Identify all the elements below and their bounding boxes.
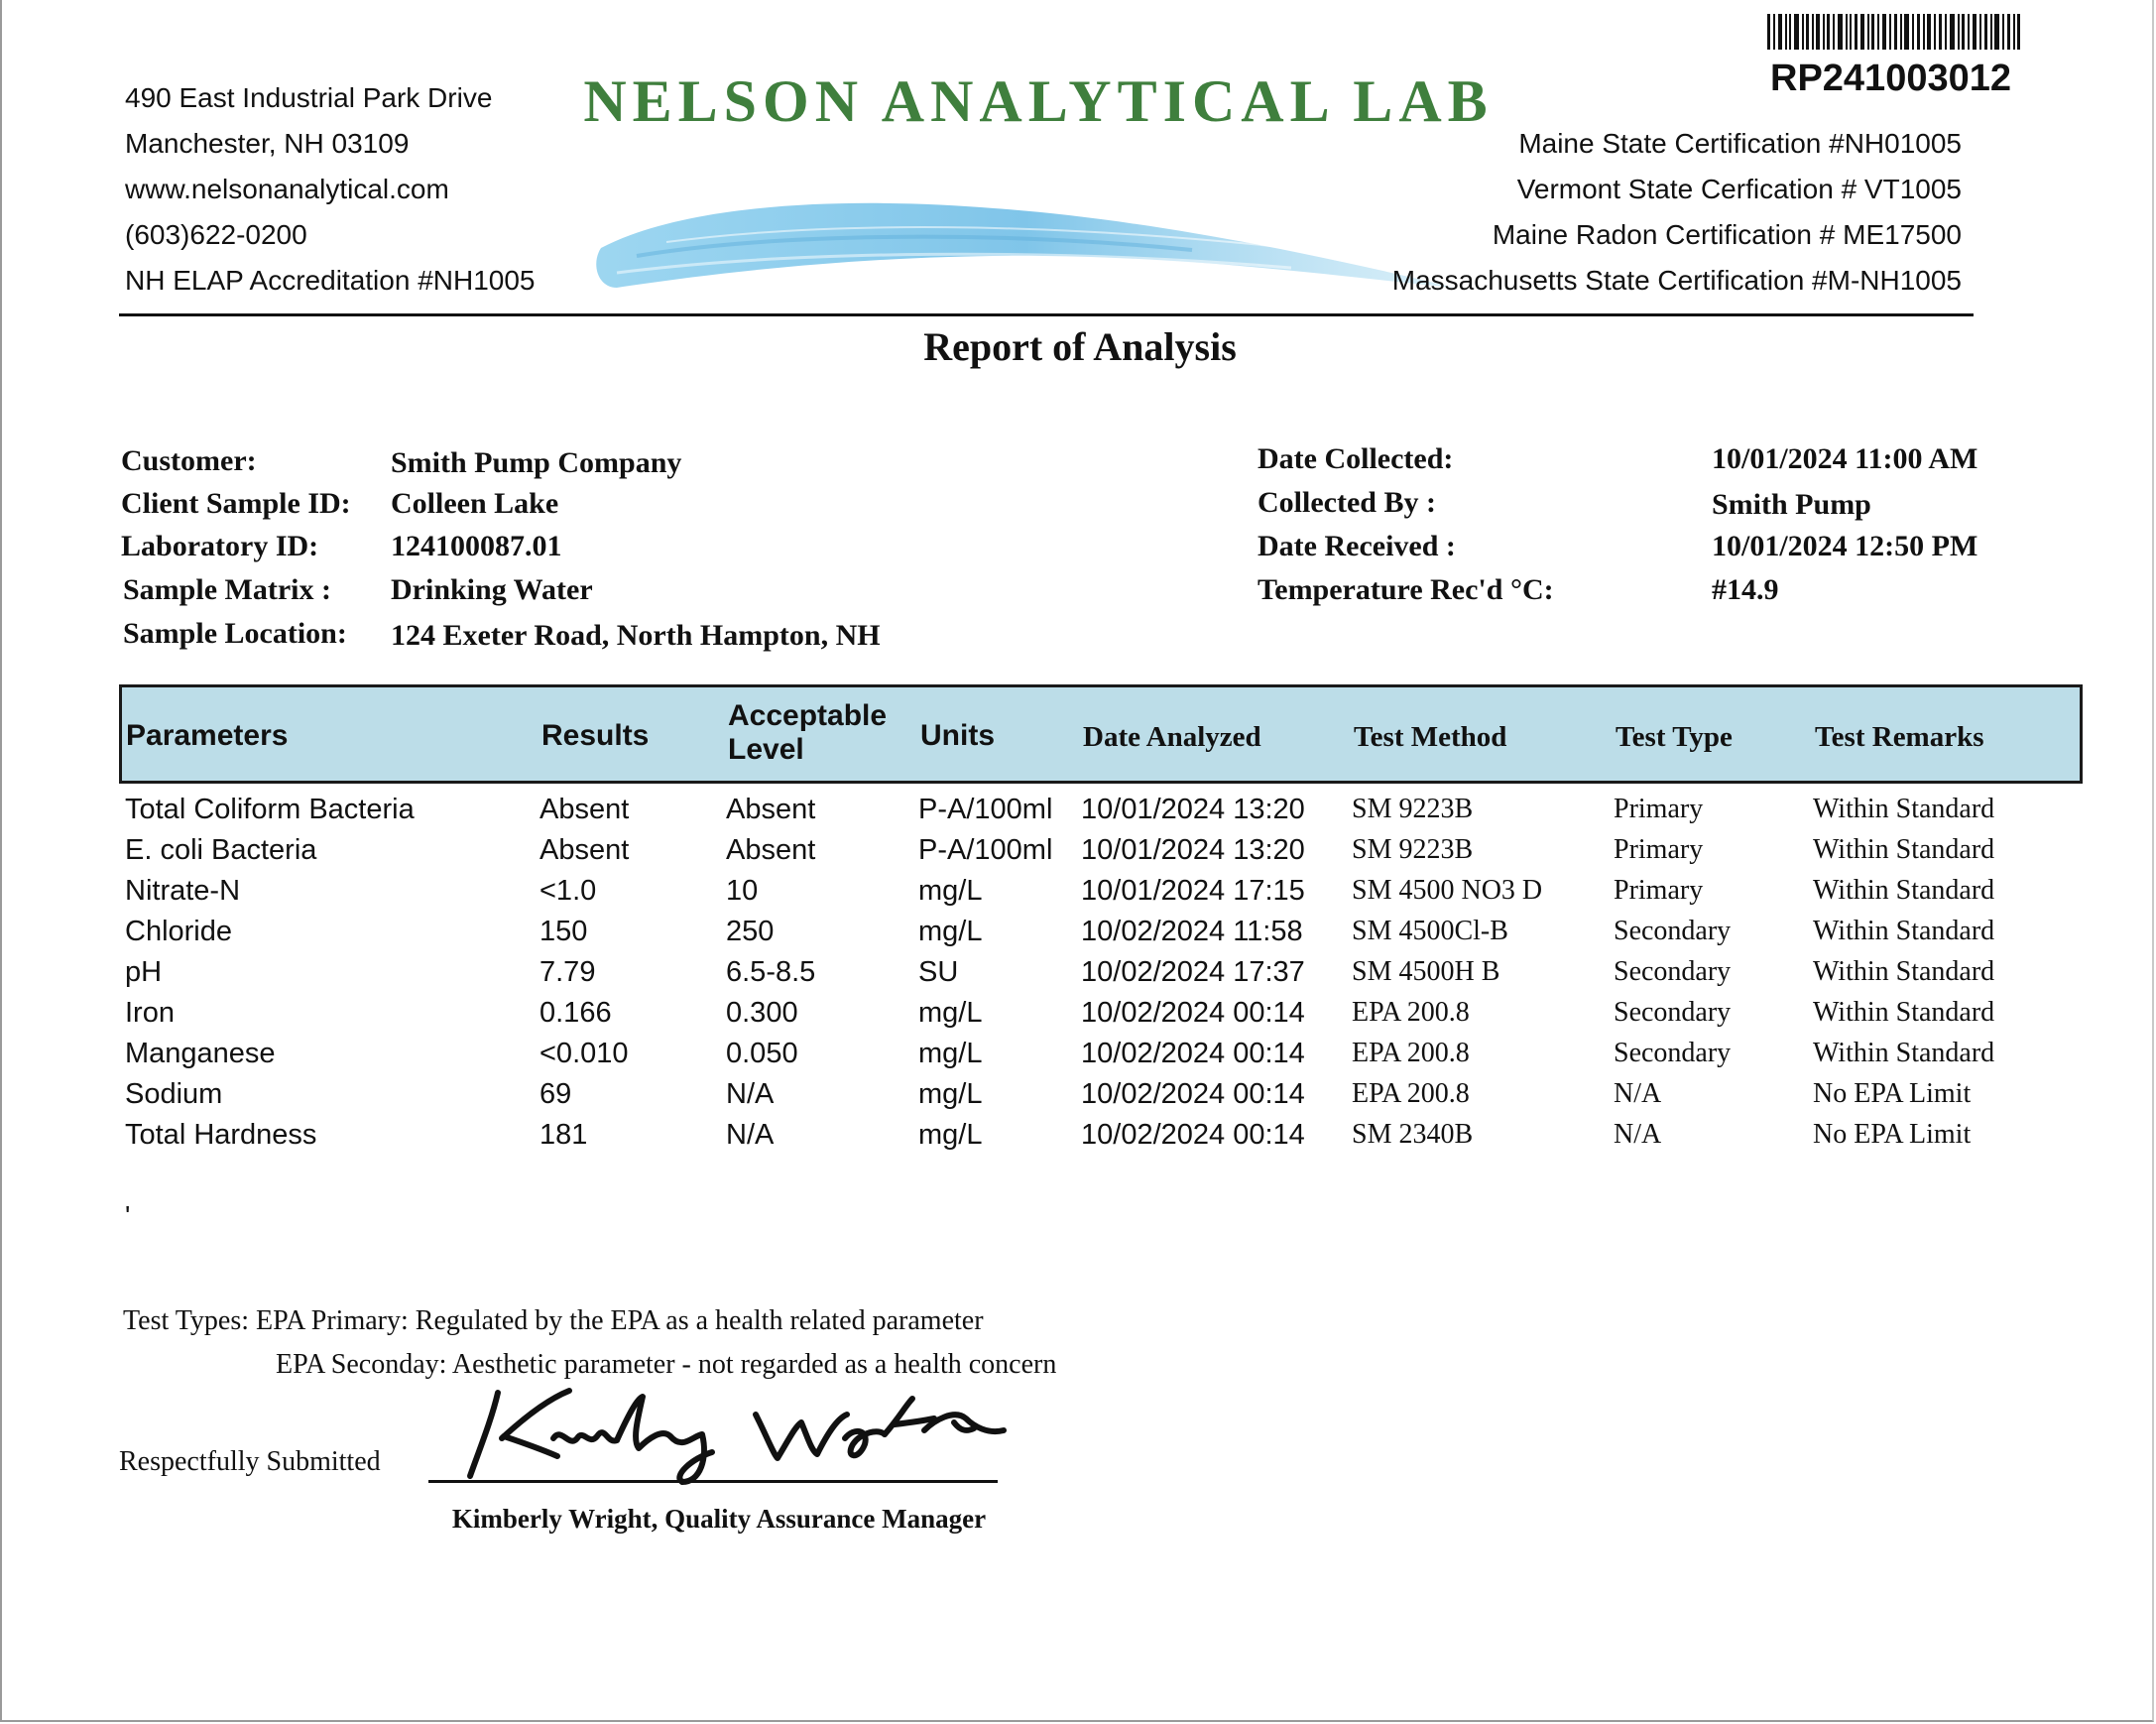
report-title: Report of Analysis [923,324,1237,369]
address-phone: (603)622-0200 [125,219,307,250]
report-number: RP241003012 [1770,58,2011,99]
info-label: Client Sample ID: [121,487,351,520]
cell-parameter: Chloride [125,916,232,947]
table-row [119,1038,2083,1078]
results-table-header [119,684,2083,784]
signature-line [428,1480,998,1483]
cell-test-remarks: Within Standard [1813,956,1995,987]
cell-result: 150 [539,916,588,947]
cell-test-method: EPA 200.8 [1352,1078,1470,1109]
cell-acceptable-level: Absent [726,794,816,825]
cell-result: <0.010 [539,1038,629,1069]
lab-address-block [125,75,536,304]
cert-maine-radon: Maine Radon Certification # ME17500 [1492,219,1962,250]
table-row [119,794,2083,834]
cell-test-type: Primary [1614,794,1704,824]
info-label: Temperature Rec'd °C: [1258,573,1554,606]
col-header-test-method: Test Method [1354,721,1507,753]
table-row [119,834,2083,875]
cell-test-remarks: Within Standard [1813,875,1995,906]
lab-logo [577,60,1499,238]
cell-test-type: N/A [1614,1078,1662,1109]
table-row [119,916,2083,956]
col-header-date-analyzed: Date Analyzed [1083,721,1261,753]
cell-parameter: pH [125,956,163,988]
table-row [119,875,2083,916]
cell-parameter: E. coli Bacteria [125,834,317,866]
info-label: Customer: [121,444,257,477]
cell-test-type: Secondary [1614,1038,1732,1068]
cell-parameter: Sodium [125,1078,223,1110]
info-label: Sample Matrix : [123,573,331,606]
cell-result: Absent [539,794,630,825]
cell-test-remarks: No EPA Limit [1813,1078,1972,1109]
cell-test-method: SM 4500 NO3 D [1352,875,1543,906]
address-accreditation: NH ELAP Accreditation #NH1005 [125,265,536,296]
signature-image [458,1379,1014,1488]
cell-test-method: SM 4500H B [1352,956,1500,987]
table-row [119,956,2083,997]
cert-maine: Maine State Certification #NH01005 [1518,128,1962,159]
cell-date-analyzed: 10/02/2024 00:14 [1081,997,1305,1029]
cell-test-remarks: Within Standard [1813,834,1995,865]
table-row [119,1078,2083,1119]
cell-acceptable-level: Absent [726,834,816,866]
cell-test-remarks: Within Standard [1813,997,1995,1028]
cell-units: mg/L [918,1038,983,1069]
col-header-units: Units [920,719,995,752]
cell-test-type: Secondary [1614,956,1732,987]
cell-result: 7.79 [539,956,596,988]
cell-test-remarks: Within Standard [1813,1038,1995,1068]
cell-units: mg/L [918,1119,983,1151]
cell-parameter: Nitrate-N [125,875,241,907]
certifications-block [1392,121,1962,304]
cell-date-analyzed: 10/01/2024 13:20 [1081,794,1305,825]
cell-test-method: SM 2340B [1352,1119,1474,1150]
cell-test-remarks: Within Standard [1813,794,1995,824]
cell-date-analyzed: 10/02/2024 00:14 [1081,1038,1305,1069]
info-value: Colleen Lake [391,487,559,520]
cell-units: P-A/100ml [918,794,1053,825]
table-row [119,997,2083,1038]
info-value: 124 Exeter Road, North Hampton, NH [391,619,881,652]
cell-acceptable-level: 250 [726,916,775,947]
cell-result: <1.0 [539,875,597,907]
cell-acceptable-level: 0.050 [726,1038,798,1069]
col-header-results: Results [541,719,650,752]
cell-date-analyzed: 10/01/2024 13:20 [1081,834,1305,866]
cell-units: mg/L [918,1078,983,1110]
info-value: Drinking Water [391,573,593,606]
test-types-legend-secondary: EPA Seconday: Aesthetic parameter - not regarded as a health concern [276,1349,1057,1380]
cell-parameter: Total Hardness [125,1119,317,1151]
cell-test-type: Secondary [1614,997,1732,1028]
info-value: 10/01/2024 11:00 AM [1712,442,1978,475]
cell-acceptable-level: 0.300 [726,997,798,1029]
col-header-test-type: Test Type [1616,721,1733,753]
col-header-test-remarks: Test Remarks [1815,721,1984,753]
signer-name-title: Kimberly Wright, Quality Assurance Manager [451,1504,987,1534]
cell-units: SU [918,956,959,988]
cert-vermont: Vermont State Cerfication # VT1005 [1516,174,1962,204]
lab-logo-title: NELSON ANALYTICAL LAB [583,68,1494,134]
cell-units: mg/L [918,997,983,1029]
cell-date-analyzed: 10/02/2024 00:14 [1081,1078,1305,1110]
address-website: www.nelsonanalytical.com [125,174,449,204]
cell-parameter: Manganese [125,1038,276,1069]
cell-acceptable-level: 10 [726,875,759,907]
cell-date-analyzed: 10/02/2024 17:37 [1081,956,1305,988]
cell-result: 181 [539,1119,588,1151]
cell-units: mg/L [918,916,983,947]
info-label: Collected By : [1258,486,1436,519]
cell-test-type: Primary [1614,834,1704,865]
col-header-acceptable-level-line1: Acceptable [728,699,888,732]
table-row [119,1119,2083,1160]
cell-date-analyzed: 10/01/2024 17:15 [1081,875,1305,907]
cell-test-type: Primary [1614,875,1704,906]
cell-parameter: Total Coliform Bacteria [125,794,415,825]
cell-test-method: SM 9223B [1352,794,1474,824]
address-city: Manchester, NH 03109 [125,128,410,159]
cell-date-analyzed: 10/02/2024 11:58 [1081,916,1303,947]
info-value: 10/01/2024 12:50 PM [1712,530,1978,562]
cell-parameter: Iron [125,997,175,1029]
cell-date-analyzed: 10/02/2024 00:14 [1081,1119,1305,1151]
stray-mark: ' [125,1200,131,1231]
info-label: Laboratory ID: [121,530,319,562]
info-value: 124100087.01 [391,530,562,562]
cell-test-type: N/A [1614,1119,1662,1150]
cell-result: 0.166 [539,997,612,1029]
cell-test-method: SM 4500Cl-B [1352,916,1508,946]
info-value: Smith Pump Company [391,446,682,479]
cell-test-remarks: No EPA Limit [1813,1119,1972,1150]
header-divider [119,313,1974,316]
info-label: Sample Location: [123,617,347,650]
col-header-parameters: Parameters [126,719,289,752]
info-label: Date Collected: [1258,442,1454,475]
respectfully-submitted: Respectfully Submitted [119,1446,381,1477]
info-value: #14.9 [1712,573,1779,606]
cell-test-remarks: Within Standard [1813,916,1995,946]
info-label: Date Received : [1258,530,1456,562]
cell-test-method: EPA 200.8 [1352,997,1470,1028]
cell-acceptable-level: 6.5-8.5 [726,956,816,988]
cert-massachusetts: Massachusetts State Certification #M-NH1005 [1391,265,1962,296]
cell-test-method: EPA 200.8 [1352,1038,1470,1068]
cell-acceptable-level: N/A [726,1119,775,1151]
info-value: Smith Pump [1712,488,1871,521]
col-header-acceptable-level-line2: Level [728,733,804,766]
cell-result: Absent [539,834,630,866]
test-types-legend-primary: Test Types: EPA Primary: Regulated by the EPA as a health related parameter [123,1305,984,1336]
cell-result: 69 [539,1078,572,1110]
cell-units: mg/L [918,875,983,907]
cell-acceptable-level: N/A [726,1078,775,1110]
logo-swoosh-brush [577,139,1499,298]
cell-units: P-A/100ml [918,834,1053,866]
cell-test-method: SM 9223B [1352,834,1474,865]
barcode-icon [1767,14,2021,50]
cell-test-type: Secondary [1614,916,1732,946]
address-street: 490 East Industrial Park Drive [125,82,493,113]
